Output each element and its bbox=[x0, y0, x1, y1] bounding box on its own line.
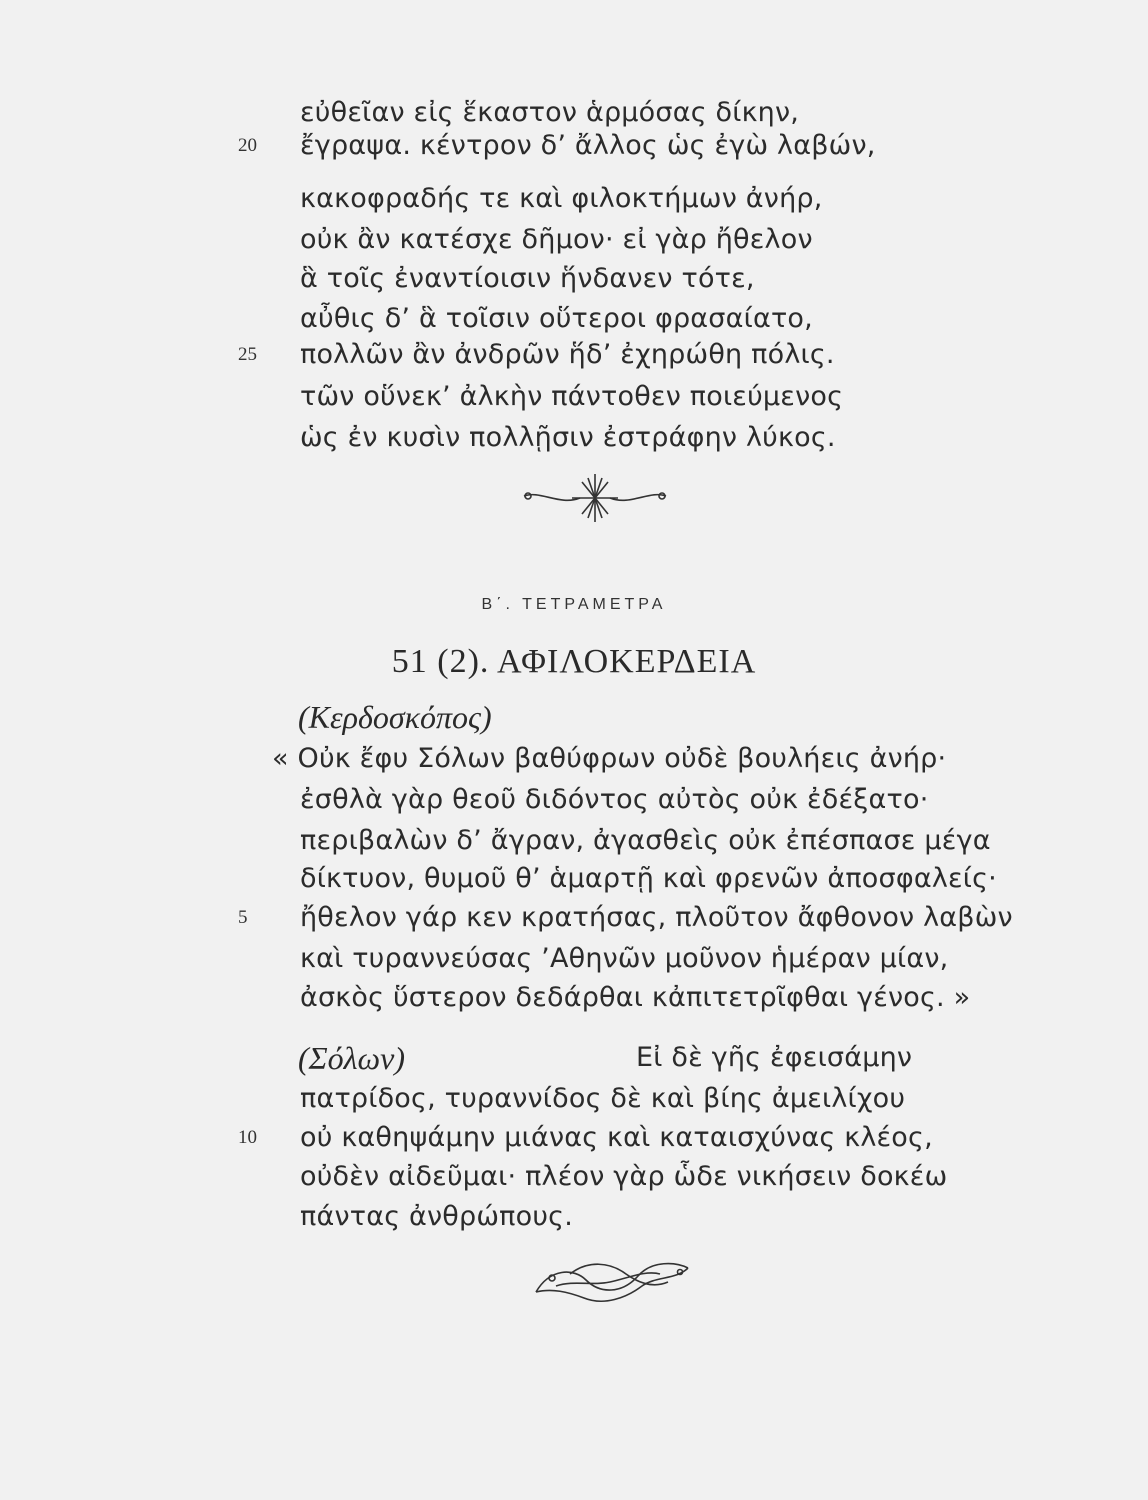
poem-title: 51 (2). ΑΦΙΛΟΚΕΡΔΕΙΑ bbox=[391, 643, 757, 680]
verse-line: ἃ τοῖς ἐναντίοισιν ἥνδανεν τότε, bbox=[300, 263, 755, 294]
verse-line: ἐσθλὰ γὰρ θεοῦ διδόντος αὐτὸς οὐκ ἐδέξατο· bbox=[300, 784, 929, 815]
speaker-label: (Κερδοσκόπος) bbox=[298, 699, 492, 735]
speaker-label: (Σόλων) bbox=[298, 1040, 405, 1076]
verse-line: αὖθις δ’ ἃ τοῖσιν οὕτεροι φρασαίατο, bbox=[300, 303, 813, 334]
verse-line: κακοφραδής τε καὶ φιλοκτήμων ἀνήρ, bbox=[300, 183, 823, 214]
verse-line: ἤθελον γάρ κεν κρατήσας, πλοῦτον ἄφθονον λαβὼν bbox=[300, 902, 1013, 933]
section-heading: Β΄. ΤΕΤΡΑΜΕΤΡΑ bbox=[481, 596, 667, 613]
verse-line: δίκτυον, θυμοῦ θ’ ἁμαρτῇ καὶ φρενῶν ἀποσφαλείς· bbox=[300, 863, 997, 894]
verse-line: Εἰ δὲ γῆς ἐφεισάμην bbox=[636, 1042, 913, 1073]
verse-line: εὐθεῖαν εἰς ἕκαστον ἁρμόσας δίκην, bbox=[300, 97, 800, 128]
line-number: 25 bbox=[238, 344, 257, 365]
verse-line: πολλῶν ἂν ἀνδρῶν ἥδ’ ἐχηρώθη πόλις. bbox=[300, 339, 835, 370]
star-flourish-ornament bbox=[520, 466, 670, 530]
line-number: 5 bbox=[238, 907, 248, 928]
verse-line: ὡς ἐν κυσὶν πολλῇσιν ἐστράφην λύκος. bbox=[300, 422, 836, 453]
verse-line: πάντας ἀνθρώπους. bbox=[300, 1201, 573, 1232]
line-number: 10 bbox=[238, 1127, 257, 1148]
verse-line: οὐ καθηψάμην μιάνας καὶ καταισχύνας κλέος, bbox=[300, 1122, 933, 1153]
verse-line: περιβαλὼν δ’ ἄγραν, ἀγασθεὶς οὐκ ἐπέσπασε μέγα bbox=[300, 825, 991, 856]
verse-line: ἔγραψα. κέντρον δ’ ἄλλος ὡς ἐγὼ λαβών, bbox=[300, 130, 876, 161]
verse-line: πατρίδος, τυραννίδος δὲ καὶ βίης ἀμειλίχου bbox=[300, 1083, 906, 1114]
verse-line: τῶν οὕνεκ’ ἀλκὴν πάντοθεν ποιεύμενος bbox=[300, 381, 844, 412]
verse-line: οὐκ ἂν κατέσχε δῆμον· εἰ γὰρ ἤθελον bbox=[300, 224, 813, 255]
line-number: 20 bbox=[238, 135, 257, 156]
verse-line: καὶ τυραννεύσας ’Αθηνῶν μοῦνον ἡμέραν μίαν, bbox=[300, 943, 949, 974]
verse-line: οὐδὲν αἰδεῦμαι· πλέον γὰρ ὧδε νικήσειν δοκέω bbox=[300, 1161, 948, 1192]
verse-line: « Οὐκ ἔφυ Σόλων βαθύφρων οὐδὲ βουλήεις ἀνήρ· bbox=[272, 743, 947, 774]
verse-line: ἀσκὸς ὕστερον δεδάρθαι κἀπιτετρῖφθαι γένος. » bbox=[300, 982, 971, 1013]
swirl-flourish-ornament bbox=[530, 1248, 694, 1308]
